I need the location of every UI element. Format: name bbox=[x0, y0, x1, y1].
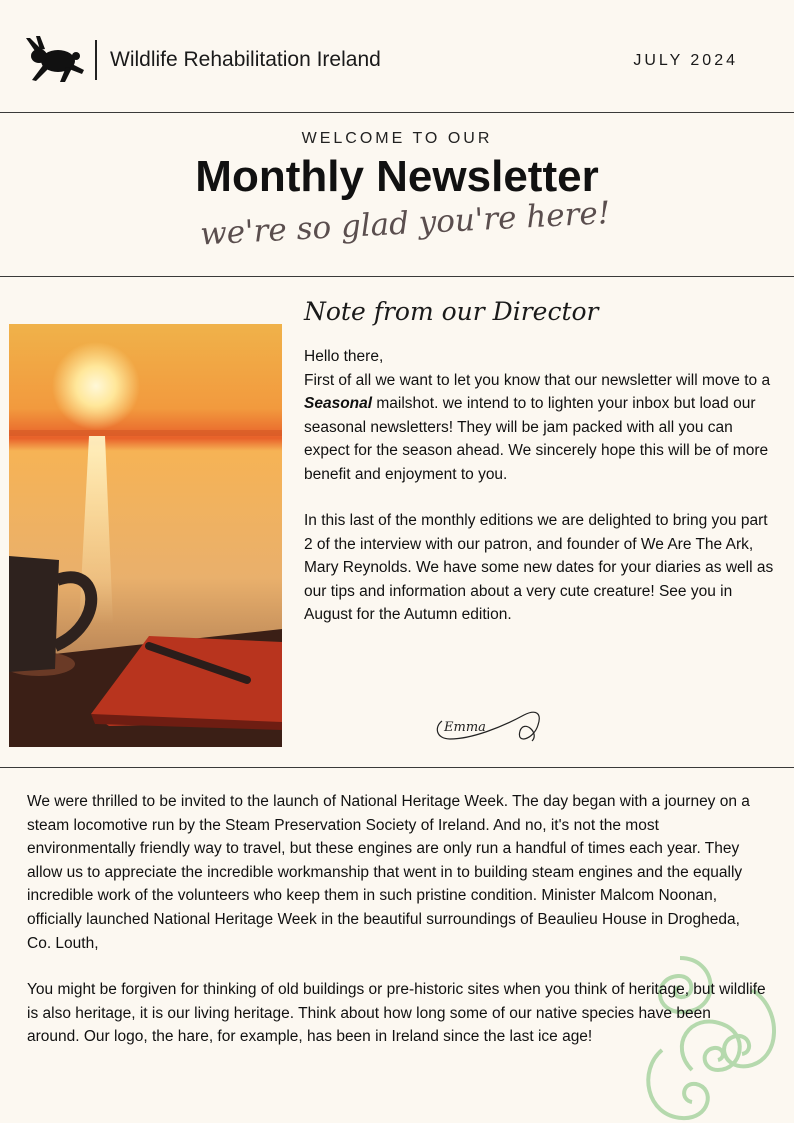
note-greeting: Hello there, bbox=[304, 348, 384, 365]
director-note-body bbox=[304, 345, 774, 627]
newsletter-header bbox=[0, 0, 794, 113]
director-signature bbox=[432, 701, 548, 751]
director-note-heading: Note from our Director bbox=[304, 297, 599, 326]
logo-divider bbox=[95, 40, 97, 80]
newsletter-banner bbox=[0, 112, 794, 277]
newsletter-title: Monthly Newsletter bbox=[195, 152, 599, 201]
heritage-paragraph-1: We were thrilled to be invited to the launch of National Heritage Week. The day began with a journey on a steam locomotive run by the Steam Preservation Society of Ireland. And no, it's not the most environmentally friendly way to travel, but these engines are only run a handful of times each year. They allow us to appreciate the incredible workmanship that went in to building steam engines and the equally incredible work of the volunteers who keep them in such pristine condition. Minister Malcom Noonan, officially launched National Heritage Week in the beautiful surroundings of Beaulieu House in Drogheda, Co. Louth, bbox=[27, 793, 750, 952]
note-paragraph-2: In this last of the monthly editions we are delighted to bring you part 2 of the interview with our patron, and founder of We Are The Ark, Mary Reynolds. We have some new dates for your diaries as well as our tips and information about a very cute creature! See you in August for the Autumn edition. bbox=[304, 512, 774, 623]
note-paragraph-1: First of all we want to let you know that our newsletter will move to a Seasonal mailshot. we intend to to lighten your inbox but load our seasonal newsletters! They will be jam packed with all you can expect for the season ahead. We sincerely hope this will be of more benefit and enjoyment to you. bbox=[304, 371, 771, 483]
heritage-week-article bbox=[27, 790, 767, 1049]
director-note-section bbox=[0, 277, 794, 768]
newsletter-tagline: we're so glad you're here! bbox=[199, 195, 612, 253]
sunset-coffee-photo bbox=[9, 324, 282, 747]
hare-icon bbox=[22, 34, 86, 86]
svg-text:Emma: Emma bbox=[444, 720, 486, 735]
heritage-paragraph-2: You might be forgiven for thinking of old buildings or pre-historic sites when you think of heritage, but wildlife is also heritage, it is our living heritage. Think about how long some of our native species have been around. Our logo, the hare, for example, has been in Ireland since the last ice age! bbox=[27, 981, 766, 1046]
seasonal-emphasis: Seasonal bbox=[304, 395, 373, 412]
welcome-kicker: WELCOME TO OUR bbox=[301, 130, 493, 147]
issue-date: JULY 2024 bbox=[633, 52, 738, 69]
organization-name: Wildlife Rehabilitation Ireland bbox=[110, 48, 381, 71]
